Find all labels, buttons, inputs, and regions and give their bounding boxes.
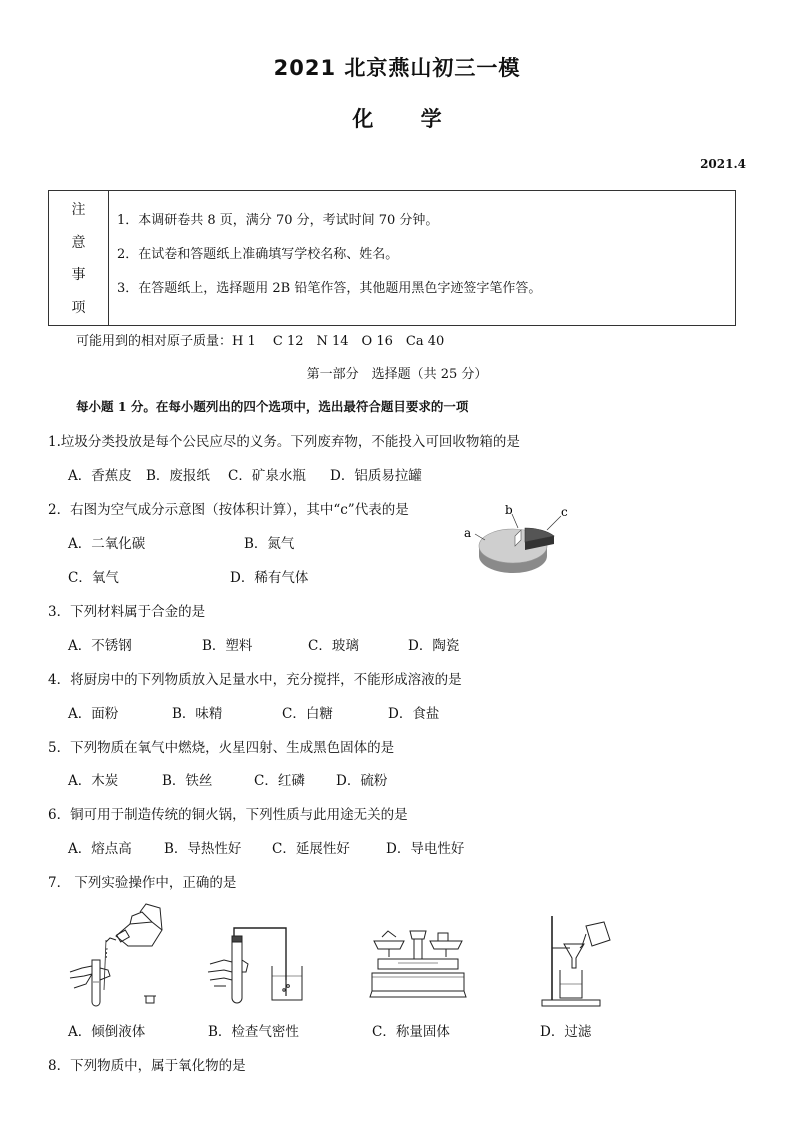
- option: C．矿泉水瓶: [228, 468, 306, 484]
- notice-label: [49, 191, 109, 325]
- option: D．稀有气体: [230, 570, 309, 586]
- question-stem: 4．将厨房中的下列物质放入足量水中，充分搅拌，不能形成溶液的是: [48, 672, 462, 688]
- option: B．塑料: [202, 638, 253, 654]
- option: C．氧气: [68, 570, 119, 586]
- question-stem: 8．下列物质中，属于氧化物的是: [48, 1058, 246, 1074]
- option: A．面粉: [68, 706, 119, 722]
- section-title: 第一部分 选择题（共 25 分）: [306, 367, 488, 382]
- filtration-figure: [540, 912, 620, 1010]
- question-stem: 3．下列材料属于合金的是: [48, 604, 206, 620]
- pie-label-b: b: [505, 503, 513, 517]
- option: A．不锈钢: [68, 638, 132, 654]
- option: C．延展性好: [272, 841, 350, 857]
- option: C．玻璃: [308, 638, 359, 654]
- notice-line: 1．本调研卷共 8 页，满分 70 分，考试时间 70 分钟。: [117, 213, 439, 228]
- option: B．导热性好: [164, 841, 242, 857]
- pie-label-c: c: [561, 505, 568, 519]
- option: D．陶瓷: [408, 638, 460, 654]
- option: B．废报纸: [146, 468, 210, 484]
- option: D．硫粉: [336, 773, 388, 789]
- option: A．倾倒液体: [68, 1024, 146, 1040]
- pouring-liquid-figure: [66, 902, 176, 1012]
- option: C．红磷: [254, 773, 305, 789]
- exam-title: 2021 北京燕山初三一模: [273, 56, 521, 80]
- notice-line: 2．在试卷和答题纸上准确填写学校名称、姓名。: [117, 247, 399, 262]
- notice-label-char: 意: [71, 234, 86, 251]
- question-stem: 6．铜可用于制造传统的铜火锅，下列性质与此用途无关的是: [48, 807, 408, 823]
- option: B．氮气: [244, 536, 295, 552]
- question-stem: 5．下列物质在氧气中燃烧，火星四射、生成黑色固体的是: [48, 740, 395, 756]
- option: A．熔点高: [68, 841, 132, 857]
- notice-line: 3．在答题纸上，选择题用 2B 铅笔作答，其他题用黑色字迹签字笔作答。: [117, 281, 542, 296]
- option: A．香蕉皮: [68, 468, 132, 484]
- balance-scale-figure: [368, 925, 468, 1007]
- exam-date: 2021.4: [700, 157, 746, 171]
- question-stem: 1.垃圾分类投放是每个公民应尽的义务。下列废弃物，不能投入可回收物箱的是: [48, 434, 520, 450]
- atomic-masses: 可能用到的相对原子质量：H 1 C 12 N 14 O 16 Ca 40: [76, 334, 445, 349]
- option: B．铁丝: [162, 773, 213, 789]
- option: D．过滤: [540, 1024, 592, 1040]
- air-composition-pie: [455, 500, 580, 585]
- notice-label-char: 项: [71, 299, 86, 316]
- question-stem: 2．右图为空气成分示意图（按体积计算），其中“c”代表的是: [48, 502, 409, 518]
- option: C．称量固体: [372, 1024, 450, 1040]
- option: B．检查气密性: [208, 1024, 299, 1040]
- subject-title: 化 学: [352, 107, 442, 131]
- section-instruction: 每小题 1 分。在每小题列出的四个选项中，选出最符合题目要求的一项: [76, 399, 469, 414]
- option: D．导电性好: [386, 841, 465, 857]
- question-stem: 7． 下列实验操作中，正确的是: [48, 875, 237, 891]
- notice-box: [48, 190, 736, 326]
- notice-label-char: 注: [71, 202, 86, 219]
- option: B．味精: [172, 706, 223, 722]
- option: A．木炭: [68, 773, 119, 789]
- option: C．白糖: [282, 706, 333, 722]
- notice-label-char: 事: [71, 267, 86, 284]
- option: D．食盐: [388, 706, 440, 722]
- airtightness-check-figure: [206, 920, 306, 1010]
- option: D．铝质易拉罐: [330, 468, 422, 484]
- pie-label-a: a: [464, 526, 472, 540]
- option: A．二氧化碳: [68, 536, 146, 552]
